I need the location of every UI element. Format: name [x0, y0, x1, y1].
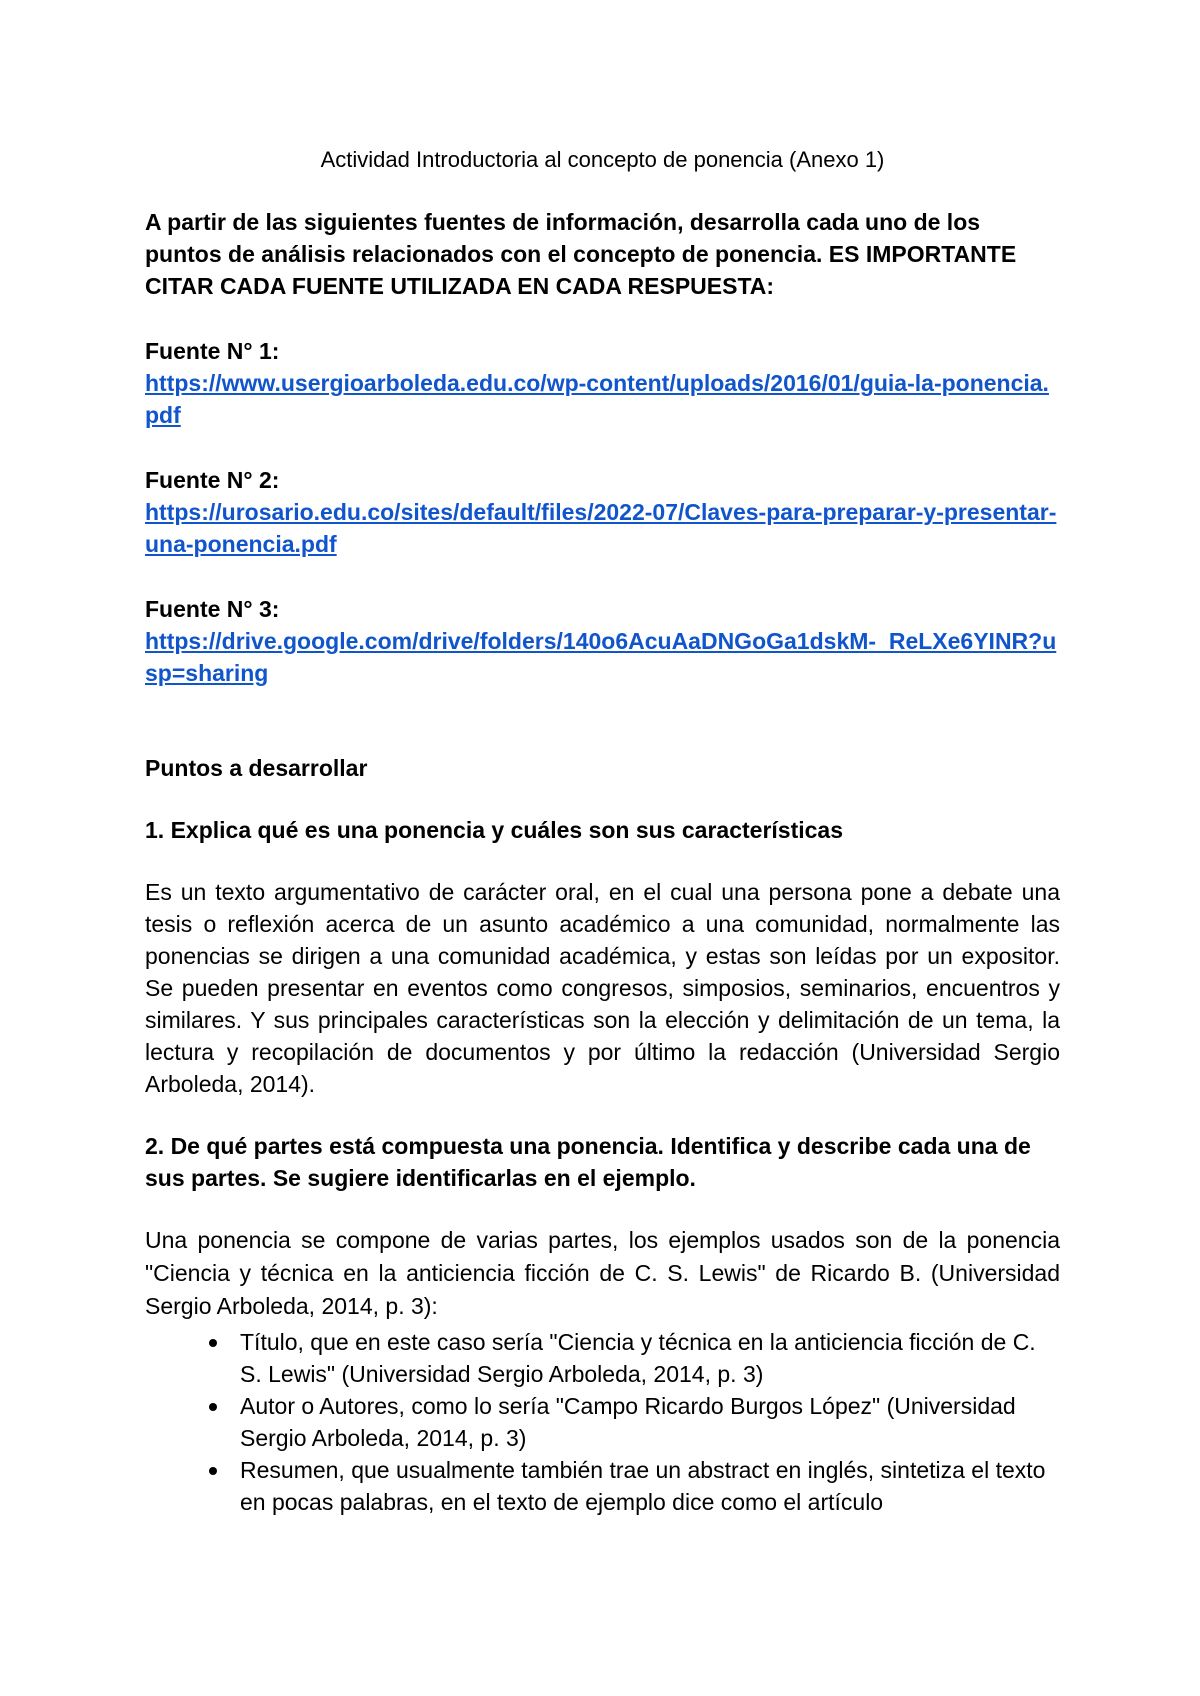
- source-2-link[interactable]: https://urosario.edu.co/sites/default/files/2022-07/Claves-para-preparar-y-presentar-una-ponencia.pdf: [145, 499, 1057, 557]
- source-1-link[interactable]: https://www.usergioarboleda.edu.co/wp-content/uploads/2016/01/guia-la-ponencia.pdf: [145, 370, 1049, 428]
- list-item-text: Resumen, que usualmente también trae un abstract en inglés, sintetiza el texto en pocas palabras, en el texto de ejemplo dice como el artículo: [240, 1457, 1046, 1515]
- list-item: [240, 1326, 1060, 1390]
- source-3-link[interactable]: https://drive.google.com/drive/folders/140o6AcuAaDNGoGa1dskM-_ReLXe6YINR?usp=sharing: [145, 628, 1057, 686]
- bullet-icon: [209, 1339, 217, 1347]
- list-item: [240, 1390, 1060, 1454]
- source-3: [145, 593, 1060, 689]
- source-2-label: Fuente N° 2:: [145, 467, 280, 493]
- source-2: [145, 464, 1060, 560]
- document-page: [145, 130, 1060, 1518]
- bullet-icon: [209, 1403, 217, 1411]
- bullet-icon: [209, 1467, 217, 1475]
- section-heading: Puntos a desarrollar: [145, 755, 368, 781]
- document-title: Actividad Introductoria al concepto de ponencia (Anexo 1): [320, 147, 885, 172]
- source-3-label: Fuente N° 3:: [145, 596, 280, 622]
- question-2-answer: Una ponencia se compone de varias partes, los ejemplos usados son de la ponencia "Ciencia y técnica en la anticiencia ficción de C. S. Lewis" de Ricardo B. (Universidad Sergio Arboleda, 2014, p. 3):: [145, 1227, 1060, 1319]
- intro-paragraph: A partir de las siguientes fuentes de información, desarrolla cada uno de los puntos de análisis relacionados con el concepto de ponencia. ES IMPORTANTE CITAR CADA FUENTE UTILIZADA EN CADA RESPUESTA:: [145, 209, 1017, 299]
- question-1-answer: Es un texto argumentativo de carácter oral, en el cual una persona pone a debate una tesis o reflexión acerca de un asunto académico a una comunidad, normalmente las ponencias se dirigen a una comunidad académica, y estas son leídas por un expositor. Se pueden presentar en eventos como congresos, simposios, seminarios, encuentros y similares. Y sus principales características son la elección y delimitación de un tema, la lectura y recopilación de documentos y por último la redacción (Universidad Sergio Arboleda, 2014).: [145, 879, 1060, 1097]
- question-2-heading: 2. De qué partes está compuesta una ponencia. Identifica y describe cada una de sus partes. Se sugiere identificarlas en el ejemplo.: [145, 1133, 1031, 1191]
- question-1-heading: 1. Explica qué es una ponencia y cuáles son sus características: [145, 817, 843, 843]
- source-1: [145, 335, 1060, 431]
- list-item-text: Título, que en este caso sería "Ciencia y técnica en la anticiencia ficción de C. S. Lewis" (Universidad Sergio Arboleda, 2014, p. 3): [240, 1329, 1036, 1387]
- list-item: [240, 1454, 1060, 1518]
- source-1-label: Fuente N° 1:: [145, 338, 280, 364]
- list-item-text: Autor o Autores, como lo sería "Campo Ricardo Burgos López" (Universidad Sergio Arboleda, 2014, p. 3): [240, 1393, 1016, 1451]
- question-2-bullet-list: [145, 1326, 1060, 1518]
